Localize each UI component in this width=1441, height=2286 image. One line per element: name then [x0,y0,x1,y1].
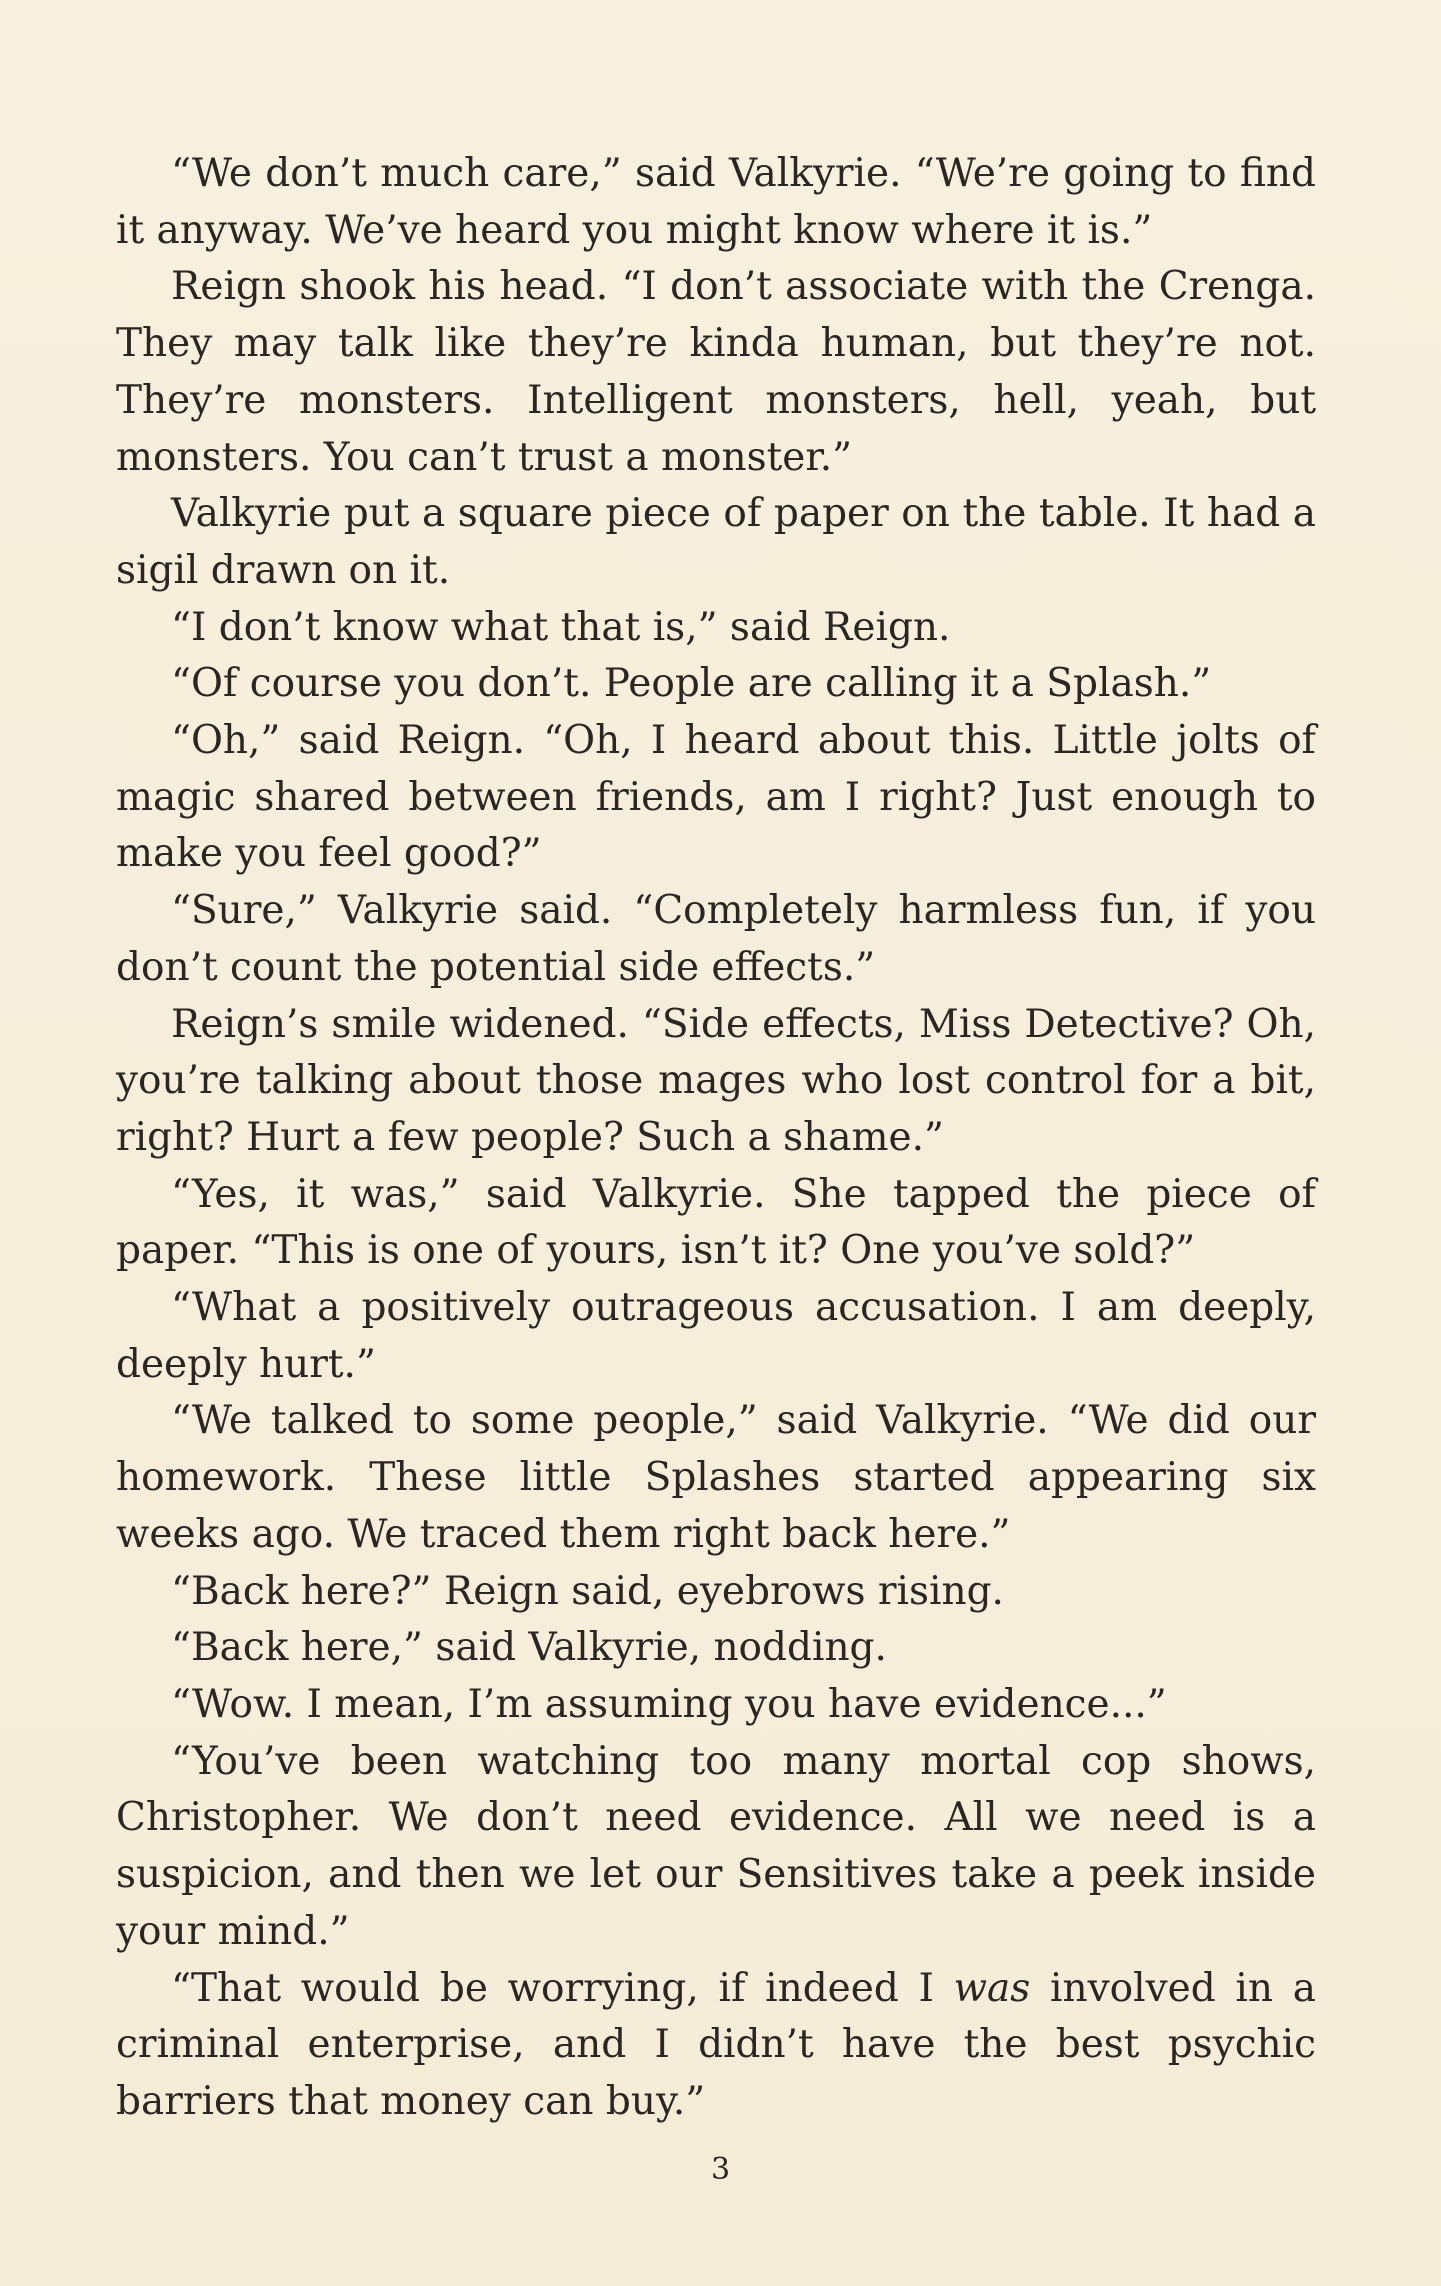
page-number: 3 [710,2152,731,2187]
paragraph: Valkyrie put a square piece of paper on the table. It had a sigil drawn on it. [116,491,1316,593]
paragraph: “Oh,” said Reign. “Oh, I heard about this. Little jolts of magic shared between friends, am I right? Just enough to make you feel good?” [116,718,1316,877]
paragraph: “Back here?” Reign said, eyebrows rising. [171,1568,1004,1614]
paragraph: “What a positively outrageous accusation. I am deeply, deeply hurt.” [116,1285,1316,1387]
paragraph: Reign’s smile widened. “Side effects, Miss Detective? Oh, you’re talking about those mages who lost control for a bit, right? Hurt a few people? Such a shame.” [116,1001,1316,1160]
paragraph: “We don’t much care,” said Valkyrie. “We’re going to find it anyway. We’ve heard you might know where it is.” [116,151,1316,253]
text-run: involved in a criminal enterprise, and I didn’t have the best psychic barriers that money can buy.” [116,1965,1316,2124]
paragraph: Reign shook his head. “I don’t associate with the Crenga. They may talk like they’re kinda human, but they’re not. They’re monsters. Intelligent monsters, hell, yeah, but monsters. You can’t trust a monster.” [116,264,1316,480]
paragraph: “Sure,” Valkyrie said. “Completely harmless fun, if you don’t count the potential side effects.” [116,888,1316,990]
paragraph: “You’ve been watching too many mortal cop shows, Christopher. We don’t need evidence. All we need is a suspicion, and then we let our Sensitives take a peek inside your mind.” [116,1738,1316,1954]
paragraph: “Back here,” said Valkyrie, nodding. [171,1625,887,1671]
paragraph: “We talked to some people,” said Valkyrie. “We did our homework. These little Splashes started appearing six weeks ago. We traced them right back here.” [116,1398,1316,1557]
text-run: “That would be worrying, if indeed I [171,1965,954,2011]
italic-emphasis: was [953,1965,1031,2011]
paragraph-last [116,1961,1316,2131]
paragraph: “Yes, it was,” said Valkyrie. She tapped the piece of paper. “This is one of yours, isn’t it? One you’ve sold?” [116,1171,1316,1274]
body-text [116,146,1316,2131]
paragraph: “Wow. I mean, I’m assuming you have evidence...” [171,1681,1167,1727]
paragraph: “I don’t know what that is,” said Reign. [171,604,951,650]
paragraph: “Of course you don’t. People are calling it a Splash.” [171,661,1212,707]
